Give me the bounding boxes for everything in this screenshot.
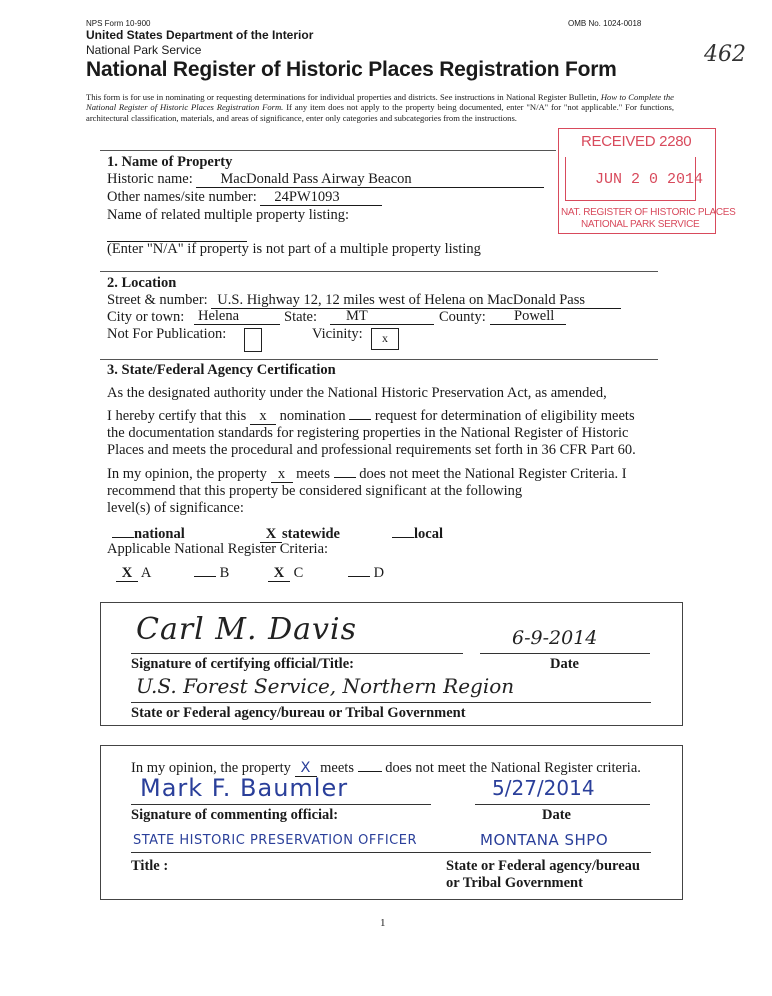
certify-line-1 — [107, 408, 635, 425]
criterion-a-mark[interactable]: X — [116, 566, 138, 582]
opinion-text-b: meets — [292, 466, 334, 482]
comment-meets-mark[interactable]: X — [295, 761, 317, 777]
section-2-rule — [100, 271, 658, 272]
comment-not-meets-mark[interactable] — [358, 771, 382, 772]
certify-text-b: nomination — [275, 408, 350, 424]
comment-agency-label-1: State or Federal agency/bureau — [446, 858, 640, 874]
agency-name: National Park Service — [86, 43, 202, 57]
criterion-a — [116, 565, 151, 582]
page-number: 1 — [380, 917, 386, 929]
not-for-publication-checkbox[interactable] — [244, 328, 262, 352]
level-local-label: local — [414, 526, 443, 542]
street-field[interactable]: U.S. Highway 12, 12 miles west of Helena on MacDonald Pass — [211, 293, 621, 309]
section-3-title: 3. State/Federal Agency Certification — [107, 362, 336, 378]
comment-opinion-a: In my opinion, the property — [131, 760, 295, 776]
historic-name-label: Historic name: — [107, 171, 197, 187]
meets-mark[interactable]: x — [271, 467, 293, 483]
criterion-d-mark[interactable] — [348, 576, 370, 577]
vicinity-checkbox[interactable]: x — [371, 328, 399, 350]
criterion-b-mark[interactable] — [194, 576, 216, 577]
section-2-title: 2. Location — [107, 275, 177, 291]
nomination-mark[interactable]: x — [250, 409, 276, 425]
stamp-date: JUN 2 0 2014 — [595, 171, 704, 188]
omb-number: OMB No. 1024-0018 — [568, 19, 642, 28]
received-stamp — [558, 128, 736, 234]
certifying-signature: Carl M. Davis — [136, 612, 357, 647]
criterion-c-label: C — [293, 565, 304, 581]
request-mark[interactable] — [349, 419, 371, 420]
na-note: (Enter "N/A" if property is not part of a multiple property listing — [107, 241, 481, 257]
historic-name-field[interactable]: MacDonald Pass Airway Beacon — [196, 172, 544, 188]
cert-date-line — [480, 653, 650, 654]
handwritten-number: 462 — [704, 42, 746, 67]
section-3-rule — [100, 359, 658, 360]
certify-line-3: Places and meets the procedural and professional requirements set forth in 36 CFR Part 60. — [107, 442, 636, 458]
comment-signature-line — [131, 804, 431, 805]
county-label: County: — [439, 309, 486, 325]
comment-agency-label-2: or Tribal Government — [446, 875, 583, 891]
criterion-b — [194, 565, 229, 582]
opinion-line-2: recommend that this property be considered significant at the following — [107, 483, 523, 499]
criteria-label: Applicable National Register Criteria: — [107, 541, 329, 557]
page-title: National Register of Historic Places Registration Form — [86, 58, 617, 81]
city-label: City or town: — [107, 309, 185, 325]
stamp-line-2: NATIONAL PARK SERVICE — [581, 219, 700, 230]
criterion-c — [268, 565, 303, 582]
street-label: Street & number: — [107, 292, 212, 308]
criterion-d-label: D — [373, 565, 385, 581]
comment-signature-label: Signature of commenting official: — [131, 807, 339, 823]
stamp-line-1: NAT. REGISTER OF HISTORIC PLACES — [561, 207, 736, 218]
state-field[interactable]: MT — [330, 309, 434, 325]
certify-text-c: request for determination of eligibility meets — [371, 408, 635, 424]
certifying-date-value: 6-9-2014 — [512, 627, 598, 649]
commenting-signature: Mark F. Baumler — [140, 774, 349, 802]
opinion-line-1 — [107, 466, 627, 483]
cert-agency-value: U.S. Forest Service, Northern Region — [136, 674, 515, 698]
criterion-a-label: A — [140, 565, 152, 581]
certify-text-a: I hereby certify that this — [107, 408, 250, 424]
form-number: NPS Form 10-900 — [86, 19, 151, 28]
stamp-received: RECEIVED 2280 — [581, 133, 692, 150]
criterion-c-mark[interactable]: X — [268, 566, 290, 582]
cert-agency-line — [131, 702, 651, 703]
not-meets-mark[interactable] — [334, 477, 356, 478]
historic-name-row — [107, 171, 544, 188]
nfp-label: Not For Publication: — [107, 326, 227, 342]
city-field[interactable]: Helena — [194, 309, 280, 325]
opinion-line-3: level(s) of significance: — [107, 500, 244, 516]
section-1-title: 1. Name of Property — [107, 154, 233, 170]
intro-text-c: If any item does not apply to the property being documented, enter "N/A" for "not applicable." For functions, architectural classification, materials, and areas of significance, enter only categories and subcategories from the instructions. — [86, 102, 675, 123]
commenting-date-value: 5/27/2014 — [492, 776, 595, 800]
instructions-paragraph — [86, 92, 674, 123]
level-local — [392, 526, 443, 543]
level-local-mark[interactable] — [392, 537, 414, 538]
other-names-label: Other names/site number: — [107, 189, 261, 205]
department-name: United States Department of the Interior — [86, 28, 314, 42]
comment-title-line — [131, 852, 651, 853]
opinion-text-a: In my opinion, the property — [107, 466, 271, 482]
comment-agency-value: MONTANA SHPO — [480, 831, 609, 849]
level-national-label: national — [134, 526, 185, 542]
cert-signature-line — [131, 653, 463, 654]
level-national-mark[interactable] — [112, 537, 134, 538]
comment-opinion-c: does not meet the National Register criteria. — [381, 760, 641, 776]
cert-date-label: Date — [550, 656, 579, 672]
criterion-b-label: B — [219, 565, 230, 581]
certify-line-2: the documentation standards for registering properties in the National Register of Historic — [107, 425, 629, 441]
cert-signature-label: Signature of certifying official/Title: — [131, 656, 354, 672]
criterion-d — [348, 565, 384, 582]
level-statewide-label: statewide — [282, 526, 340, 542]
comment-title-label: Title : — [131, 858, 169, 874]
cert-agency-label: State or Federal agency/bureau or Tribal Government — [131, 705, 466, 721]
opinion-text-c: does not meet the National Register Criteria. I — [355, 466, 627, 482]
county-field[interactable]: Powell — [490, 309, 566, 325]
other-names-field[interactable]: 24PW1093 — [260, 190, 382, 206]
level-statewide-mark[interactable]: X — [260, 527, 282, 543]
street-row — [107, 292, 621, 309]
comment-date-line — [475, 804, 650, 805]
vicinity-label: Vicinity: — [312, 326, 363, 342]
multiple-listing-label: Name of related multiple property listing: — [107, 207, 350, 223]
intro-text-a: This form is for use in nominating or requesting determinations for individual properties and districts. See instructions in National Register Bulletin, — [86, 92, 601, 102]
comment-date-label: Date — [542, 807, 571, 823]
other-names-row — [107, 189, 382, 206]
section-1-rule — [100, 150, 556, 151]
authority-statement: As the designated authority under the National Historic Preservation Act, as amended, — [107, 385, 607, 401]
comment-title-value: STATE HISTORIC PRESERVATION OFFICER — [133, 833, 417, 848]
intro-bulletin-title: How to Complete the National Register of Historic Places Registration Form. — [86, 92, 674, 113]
multiple-listing-field[interactable] — [107, 227, 247, 242]
comment-opinion-b: meets — [316, 760, 358, 776]
state-label: State: — [284, 309, 318, 325]
